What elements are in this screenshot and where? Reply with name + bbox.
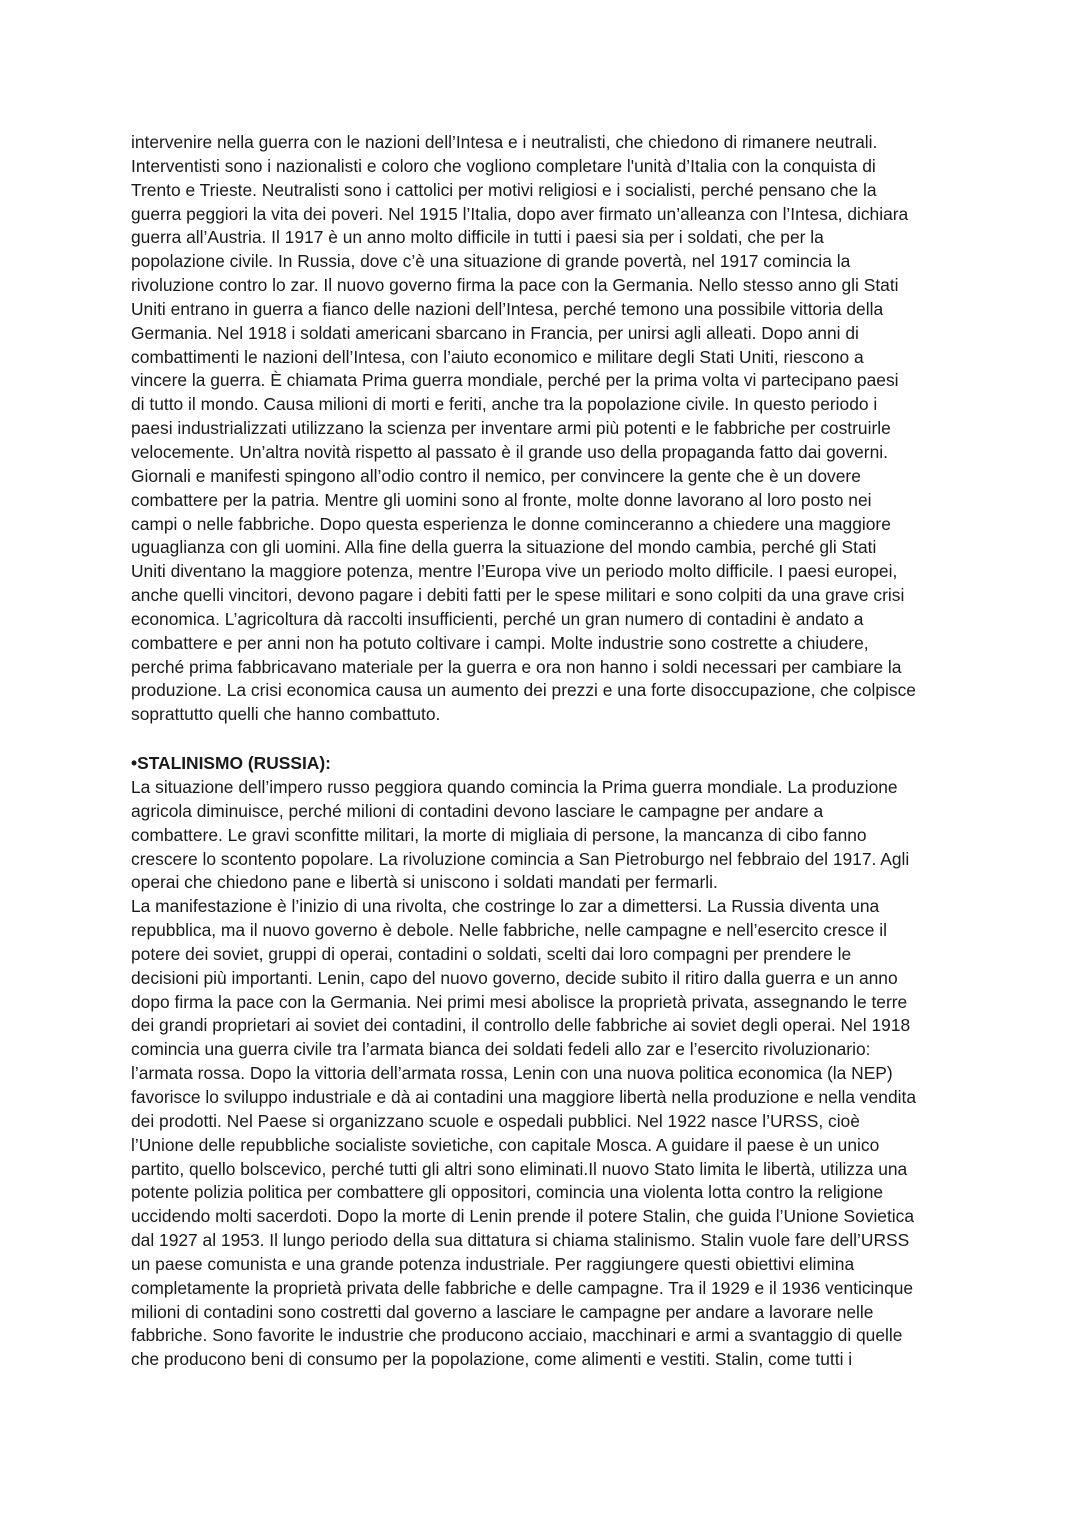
- text-line: vincere la guerra. È chiamata Prima guerra mondiale, perché per la prima volta vi partecipano paesi: [131, 370, 899, 391]
- text-line: combattimenti le nazioni dell’Intesa, con l’aiuto economico e militare degli Stati Uniti, riescono a: [131, 346, 864, 367]
- text-line: potere dei soviet, gruppi di operai, contadini o soldati, scelti dai loro compagni per prendere le: [131, 943, 852, 964]
- text-line: Uniti diventano la maggiore potenza, mentre l’Europa vive un periodo molto difficile. I paesi europei,: [131, 561, 898, 582]
- text-line: paesi industrializzati utilizzano la scienza per inventare armi più potenti e le fabbriche per costruirle: [131, 418, 891, 439]
- text-line: combattere per la patria. Mentre gli uomini sono al fronte, molte donne lavorano al loro posto nei: [131, 489, 872, 510]
- text-line: intervenire nella guerra con le nazioni dell’Intesa e i neutralisti, che chiedono di rimanere neutrali.: [131, 132, 878, 152]
- text-line: rivoluzione contro lo zar. Il nuovo governo firma la pace con la Germania. Nello stesso anno gli Stati: [131, 275, 899, 296]
- text-line: dal 1927 al 1953. Il lungo periodo della sua dittatura si chiama stalinismo. Stalin vuole fare dell’URSS: [131, 1230, 910, 1251]
- text-line: dopo firma la pace con la Germania. Nei primi mesi abolisce la proprietà privata, assegnando le terre: [131, 991, 908, 1012]
- text-line: anche quelli vincitori, devono pagare i debiti fatti per le spese militari e sono colpiti da una grave crisi: [131, 585, 905, 606]
- text-line: perché prima fabbricavano materiale per la guerra e ora non hanno i soldi necessari per cambiare la: [131, 656, 902, 677]
- text-line: repubblica, ma il nuovo governo è debole. Nelle fabbriche, nelle campagne e nell’esercito cresce il: [131, 920, 887, 941]
- text-line: partito, quello bolscevico, perché tutti gli altri sono eliminati.Il nuovo Stato limita le libertà, utilizza una: [131, 1158, 908, 1179]
- text-line: dei grandi proprietari ai soviet dei contadini, il controllo delle fabbriche ai soviet degli operai. Nel 1918: [131, 1015, 911, 1036]
- text-line: campi o nelle fabbriche. Dopo questa esperienza le donne cominceranno a chiedere una maggiore: [131, 513, 891, 534]
- text-line: di tutto il mondo. Causa milioni di morti e feriti, anche tra la popolazione civile. In questo periodo i: [131, 394, 878, 415]
- text-line: La manifestazione è l’inizio di una rivolta, che costringe lo zar a dimettersi. La Russia diventa una: [131, 896, 880, 917]
- text-line: fabbriche. Sono favorite le industrie che producono acciaio, macchinari e armi a svantaggio di quelle: [131, 1325, 903, 1346]
- text-line: uguaglianza con gli uomini. Alla fine della guerra la situazione del mondo cambia, perché gli Stati: [131, 537, 877, 558]
- text-line: Uniti entrano in guerra a fianco delle nazioni dell’Intesa, perché temono una possibile vittoria della: [131, 298, 884, 319]
- text-line: combattere. Le gravi sconfitte militari, la morte di migliaia di persone, la mancanza di cibo fanno: [131, 824, 867, 845]
- text-line: favorisce lo sviluppo industriale e dà ai contadini una maggiore libertà nella produzione e nella vendita: [131, 1086, 917, 1107]
- text-line: produzione. La crisi economica causa un aumento dei prezzi e una forte disoccupazione, che colpisce: [131, 680, 916, 701]
- text-line: l’armata rossa. Dopo la vittoria dell’armata rossa, Lenin con una nuova politica economica (la NEP): [131, 1063, 893, 1084]
- text-line: Trento e Trieste. Neutralisti sono i cattolici per motivi religiosi e i socialisti, perché pensano che la: [131, 179, 877, 200]
- paragraph-ww1: [131, 131, 961, 727]
- text-line: Germania. Nel 1918 i soldati americani sbarcano in Francia, per unirsi agli alleati. Dopo anni di: [131, 322, 859, 343]
- paragraph-stalinismo: [131, 776, 961, 1372]
- section-heading-stalinismo: •STALINISMO (RUSSIA):: [131, 753, 331, 773]
- text-line: operai che chiedono pane e libertà si uniscono i soldati mandati per fermarli.: [131, 872, 718, 893]
- text-line: comincia una guerra civile tra l’armata bianca dei soldati fedeli allo zar e l’esercito rivoluzionario:: [131, 1039, 871, 1060]
- text-line: soprattutto quelli che hanno combattuto.: [131, 704, 441, 725]
- text-line: popolazione civile. In Russia, dove c’è una situazione di grande povertà, nel 1917 comincia la: [131, 251, 851, 272]
- text-line: guerra all’Austria. Il 1917 è un anno molto difficile in tutti i paesi sia per i soldati, che per la: [131, 227, 824, 248]
- text-line: potente polizia politica per combattere gli oppositori, comincia una violenta lotta contro la religione: [131, 1182, 884, 1203]
- text-line: Giornali e manifesti spingono all’odio contro il nemico, per convincere la gente che è un dovere: [131, 465, 861, 486]
- text-line: l’Unione delle repubbliche socialiste sovietiche, con capitale Mosca. A guidare il paese è un unico: [131, 1134, 880, 1155]
- text-line: velocemente. Un’altra novità rispetto al passato è il grande uso della propaganda fatto dai governi.: [131, 441, 888, 462]
- text-line: che producono beni di consumo per la popolazione, come alimenti e vestiti. Stalin, come tutti i: [131, 1349, 853, 1370]
- text-line: uccidendo molti sacerdoti. Dopo la morte di Lenin prende il potere Stalin, che guida l’Unione Sovietica: [131, 1206, 915, 1227]
- text-line: Interventisti sono i nazionalisti e coloro che vogliono completare l'unità d’Italia con la conquista di: [131, 155, 876, 176]
- text-line: economica. L’agricoltura dà raccolti insufficienti, perché un gran numero di contadini è andato a: [131, 608, 864, 629]
- text-line: un paese comunista e una grande potenza industriale. Per raggiungere questi obiettivi elimina: [131, 1253, 855, 1274]
- text-line: completamente la proprietà privata delle fabbriche e delle campagne. Tra il 1929 e il 1936 venticinque: [131, 1277, 914, 1298]
- text-line: guerra peggiori la vita dei poveri. Nel 1915 l’Italia, dopo aver firmato un’alleanza con l’Intesa, dichiara: [131, 203, 909, 224]
- text-line: dei prodotti. Nel Paese si organizzano scuole e ospedali pubblici. Nel 1922 nasce l’URSS, cioè: [131, 1110, 860, 1131]
- text-line: decisioni più importanti. Lenin, capo del nuovo governo, decide subito il ritiro dalla guerra e un anno: [131, 967, 898, 988]
- text-line: combattere e per anni non ha potuto coltivare i campi. Molte industrie sono costrette a chiudere,: [131, 632, 869, 653]
- text-line: agricola diminuisce, perché milioni di contadini devono lasciare le campagne per andare a: [131, 800, 824, 821]
- text-line: milioni di contadini sono costretti dal governo a lasciare le campagne per andare a lavorare nelle: [131, 1301, 874, 1322]
- text-line: crescere lo scontento popolare. La rivoluzione comincia a San Pietroburgo nel febbraio del 1917. Agli: [131, 848, 910, 869]
- text-line: La situazione dell’impero russo peggiora quando comincia la Prima guerra mondiale. La produzione: [131, 777, 898, 797]
